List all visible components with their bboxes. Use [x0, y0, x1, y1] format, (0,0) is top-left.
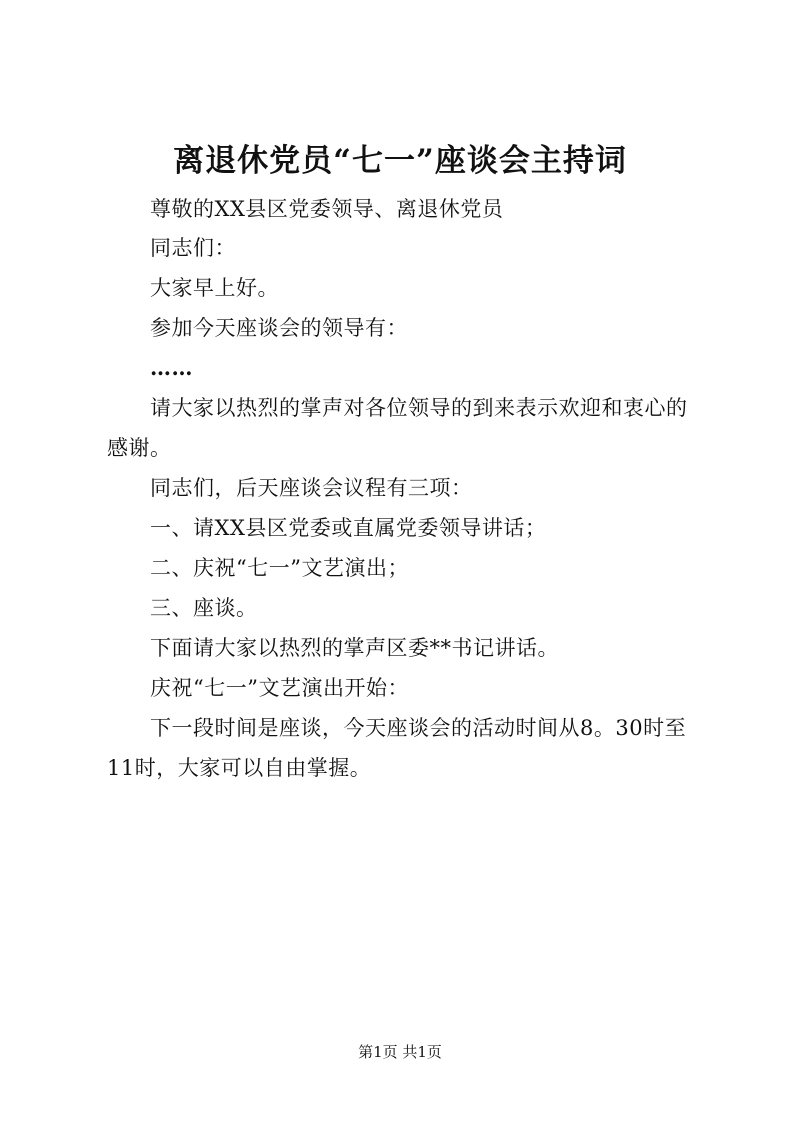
paragraph-agenda-item-3: 三、座谈。	[150, 596, 258, 620]
paragraph-comrades: 同志们：	[150, 236, 236, 260]
paragraph-agenda-intro: 同志们，后天座谈会议程有三项：	[150, 476, 473, 500]
paragraph-speech: 下面请大家以热烈的掌声区委**书记讲话。	[150, 636, 559, 660]
paragraph-agenda-item-1: 一、请XX县区党委或直属党委领导讲话；	[150, 516, 547, 540]
paragraph-performance: 庆祝“七一”文艺演出开始：	[150, 676, 409, 700]
page-footer: 第1页 共1页	[358, 1043, 442, 1061]
paragraph-greeting: 大家早上好。	[150, 276, 279, 300]
paragraph-agenda-item-2: 二、庆祝“七一”文艺演出；	[150, 556, 409, 580]
document-title: 离退休党员“七一”座谈会主持词	[173, 143, 627, 179]
paragraph-salutation: 尊敬的XX县区党委领导、离退休党员	[150, 197, 504, 221]
paragraph-schedule: 下一段时间是座谈，今天座谈会的活动时间从8。30时至11时，大家可以自由掌握。	[107, 716, 687, 780]
paragraph-welcome: 请大家以热烈的掌声对各位领导的到来表示欢迎和衷心的感谢。	[107, 396, 688, 460]
paragraph-leaders-intro: 参加今天座谈会的领导有：	[150, 316, 408, 340]
paragraph-ellipsis: ……	[150, 355, 193, 380]
